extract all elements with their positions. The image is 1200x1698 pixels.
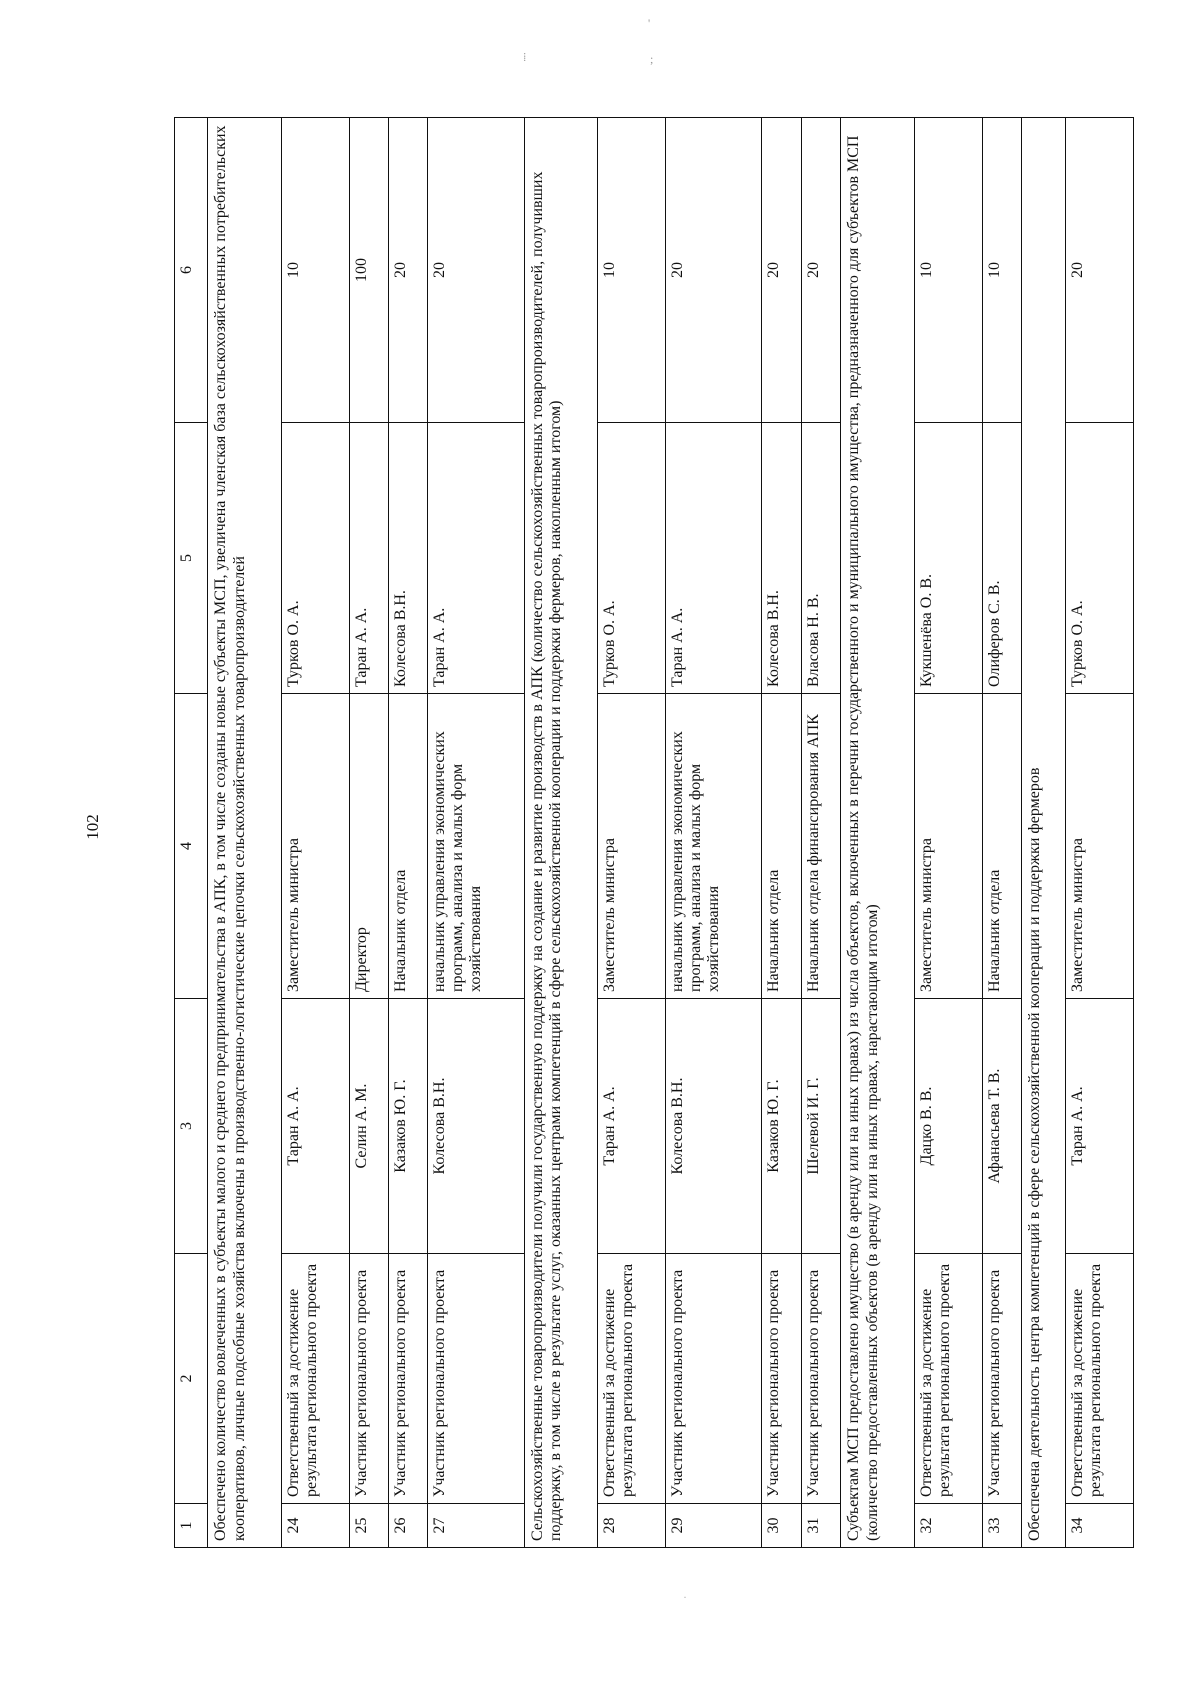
row-number: 33 <box>982 1504 1021 1548</box>
row-workload-value: 10 <box>914 118 982 423</box>
row-responsible-name: Казаков Ю. Г. <box>762 999 801 1254</box>
table-row <box>801 118 840 1548</box>
page-number: 102 <box>83 814 102 840</box>
row-role: Участник регионального проекта <box>428 1254 524 1504</box>
row-position: Заместитель министра <box>914 694 982 999</box>
row-position: Начальник отдела <box>389 694 428 999</box>
row-role: Участник регионального проекта <box>349 1254 388 1504</box>
row-position: начальник управления экономических программ, анализа и малых форм хозяйствования <box>428 694 524 999</box>
row-supervisor: Олиферов С. В. <box>982 423 1021 694</box>
row-workload-value: 10 <box>281 118 349 423</box>
scan-mark: · <box>683 1590 687 1604</box>
scan-mark: ⁞ <box>523 50 527 64</box>
table-row <box>1066 118 1134 1548</box>
table-row <box>914 118 982 1548</box>
row-supervisor: Колесова В.Н. <box>762 423 801 694</box>
table-row <box>666 118 762 1548</box>
row-position: начальник управления экономических программ, анализа и малых форм хозяйствования <box>666 694 762 999</box>
column-header: 6 <box>175 118 208 423</box>
section-title: Сельскохозяйственные товаропроизводители получили государственную поддержку на создание и развитие производств в АПК (количество сельскохозяйственных товаропроизводителей, получивших поддержку, в том числе в результате услуг, оказанных центрами компетенций в сфере сельскохозяйственной кооперации и поддержки фермеров, накопленным итогом) <box>524 118 598 1548</box>
table-row <box>982 118 1021 1548</box>
row-number: 26 <box>389 1504 428 1548</box>
table-row <box>349 118 388 1548</box>
table-row <box>281 118 349 1548</box>
section-title: Обеспечена деятельность центра компетенций в сфере сельскохозяйственной кооперации и поддержки фермеров <box>1022 118 1066 1548</box>
row-position: Начальник отдела <box>762 694 801 999</box>
column-header: 1 <box>175 1504 208 1548</box>
table-row <box>389 118 428 1548</box>
column-header: 5 <box>175 423 208 694</box>
row-workload-value: 10 <box>598 118 666 423</box>
row-supervisor: Кукшенёва О. В. <box>914 423 982 694</box>
row-role: Ответственный за достижение результата регионального проекта <box>598 1254 666 1504</box>
row-number: 25 <box>349 1504 388 1548</box>
row-supervisor: Таран А. А. <box>666 423 762 694</box>
table-row <box>598 118 666 1548</box>
row-responsible-name: Таран А. А. <box>281 999 349 1254</box>
scan-mark: ; <box>650 52 654 66</box>
section-header-row <box>208 118 282 1548</box>
row-workload-value: 10 <box>982 118 1021 423</box>
row-number: 29 <box>666 1504 762 1548</box>
row-position: Начальник отдела <box>982 694 1021 999</box>
row-supervisor: Турков О. А. <box>598 423 666 694</box>
row-role: Участник регионального проекта <box>982 1254 1021 1504</box>
row-position: Начальник отдела финансирования АПК <box>801 694 840 999</box>
row-workload-value: 20 <box>801 118 840 423</box>
project-participants-table <box>174 117 1134 1548</box>
section-header-row <box>841 118 915 1548</box>
row-responsible-name: Казаков Ю. Г. <box>389 999 428 1254</box>
row-supervisor: Власова Н. В. <box>801 423 840 694</box>
row-responsible-name: Таран А. А. <box>1066 999 1134 1254</box>
row-workload-value: 100 <box>349 118 388 423</box>
row-supervisor: Таран А. А. <box>349 423 388 694</box>
row-role: Ответственный за достижение результата регионального проекта <box>281 1254 349 1504</box>
row-position: Заместитель министра <box>1066 694 1134 999</box>
column-header: 3 <box>175 999 208 1254</box>
scan-mark: ' <box>648 16 651 30</box>
row-number: 32 <box>914 1504 982 1548</box>
row-workload-value: 20 <box>428 118 524 423</box>
row-number: 34 <box>1066 1504 1134 1548</box>
table-row <box>762 118 801 1548</box>
row-number: 24 <box>281 1504 349 1548</box>
row-responsible-name: Дацко В. В. <box>914 999 982 1254</box>
row-responsible-name: Селин А. М. <box>349 999 388 1254</box>
row-responsible-name: Афанасьева Т. В. <box>982 999 1021 1254</box>
row-workload-value: 20 <box>666 118 762 423</box>
row-number: 30 <box>762 1504 801 1548</box>
row-responsible-name: Шелевой И. Г. <box>801 999 840 1254</box>
row-supervisor: Таран А. А. <box>428 423 524 694</box>
row-role: Ответственный за достижение результата регионального проекта <box>1066 1254 1134 1504</box>
rotated-table-sheet <box>174 118 1134 1548</box>
row-role: Участник регионального проекта <box>389 1254 428 1504</box>
row-number: 27 <box>428 1504 524 1548</box>
section-title: Субъектам МСП предоставлено имущество (в аренду или на иных правах) из числа объектов, включенных в перечни государственного и муниципального имущества, предназначенного для субъектов МСП (количество предоставленных объектов (в аренду или на иных правах, нарастающим итогом) <box>841 118 915 1548</box>
table-row <box>428 118 524 1548</box>
section-header-row <box>1022 118 1066 1548</box>
row-supervisor: Колесова В.Н. <box>389 423 428 694</box>
column-header: 2 <box>175 1254 208 1504</box>
section-header-row <box>524 118 598 1548</box>
row-number: 28 <box>598 1504 666 1548</box>
section-title: Обеспечено количество вовлеченных в субъекты малого и среднего предпринимательства в АПК, в том числе созданы новые субъекты МСП, увеличена членская база сельскохозяйственных потребительских кооперативов, личные подсобные хозяйства включены в производственно-логистические цепочки сельскохозяйственных товаропроизводителей <box>208 118 282 1548</box>
row-supervisor: Турков О. А. <box>1066 423 1134 694</box>
row-role: Участник регионального проекта <box>762 1254 801 1504</box>
table-header-row <box>175 118 208 1548</box>
row-role: Участник регионального проекта <box>666 1254 762 1504</box>
row-workload-value: 20 <box>762 118 801 423</box>
row-responsible-name: Колесова В.Н. <box>666 999 762 1254</box>
row-position: Заместитель министра <box>598 694 666 999</box>
row-workload-value: 20 <box>389 118 428 423</box>
column-header: 4 <box>175 694 208 999</box>
row-role: Участник регионального проекта <box>801 1254 840 1504</box>
row-number: 31 <box>801 1504 840 1548</box>
row-responsible-name: Таран А. А. <box>598 999 666 1254</box>
row-supervisor: Турков О. А. <box>281 423 349 694</box>
row-position: Заместитель министра <box>281 694 349 999</box>
row-responsible-name: Колесова В.Н. <box>428 999 524 1254</box>
row-role: Ответственный за достижение результата регионального проекта <box>914 1254 982 1504</box>
row-workload-value: 20 <box>1066 118 1134 423</box>
row-position: Директор <box>349 694 388 999</box>
